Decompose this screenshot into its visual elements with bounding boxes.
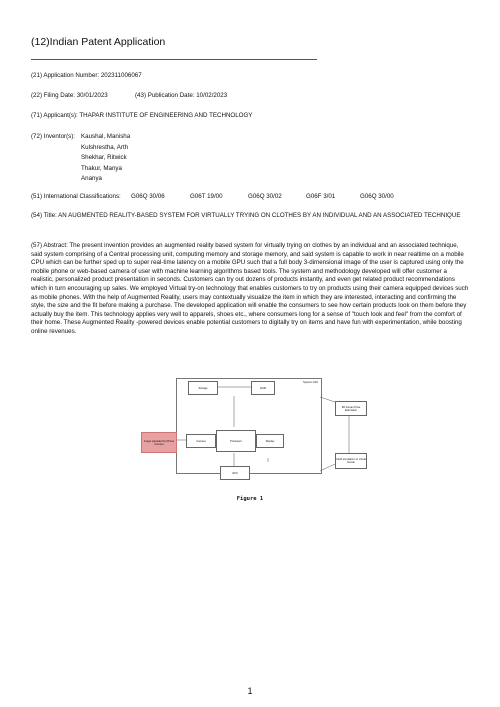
inventor-name: Kulshrestha, Arth xyxy=(81,143,129,151)
classification-code: G06F 3/01 xyxy=(306,193,336,200)
camera-block: Camera xyxy=(186,434,216,448)
classification-code: G06Q 30/02 xyxy=(248,193,282,200)
classification-code: G06Q 30/00 xyxy=(360,193,394,200)
pose-estimation-block: 3D human Pose Estimation xyxy=(335,401,367,416)
display-block: Display xyxy=(256,434,284,448)
gpu-block: GPU xyxy=(220,466,250,480)
processor-block: Processor xyxy=(216,430,256,452)
inventor-name: Thakur, Manya xyxy=(81,164,122,172)
cloth-simulation-block: Cloth simulation on virtual human xyxy=(335,453,367,469)
inventor-name: Kaushal, Manisha xyxy=(81,133,131,140)
image-input-block: Image uploaded by Phone Camera xyxy=(141,432,177,453)
inventor-name: Ananya xyxy=(81,175,102,182)
inventor-list xyxy=(81,132,130,185)
patent-title: (54) Title: AN AUGMENTED REALITY-BASED SYSTEM FOR VIRTUALLY TRYING ON CLOTHES BY AN INDIVIDUAL AND AN ASSOCIATED TECHNIQUE xyxy=(31,212,461,219)
filing-date: (22) Filing Date: 30/01/2023 xyxy=(31,92,108,99)
inventor-name: Shekhar, Ritwick xyxy=(81,154,127,161)
classification-code: G06Q 30/06 xyxy=(131,193,165,200)
application-number: (21) Application Number: 202311006067 xyxy=(31,72,142,79)
figure-caption: Figure 1 xyxy=(236,496,264,502)
system-boundary xyxy=(176,378,322,474)
document-header: (12)Indian Patent Application xyxy=(31,36,166,48)
patent-abstract: (57) Abstract: The present invention provides an augmented reality based system for virtually trying on clothes by an individual and an associated technique, said system comprising of a Central processing unit, computing memory and storage memory, and said system is capable to work in near realtime on a mobile CPU which can be further sped up to super real-time latency on a mobile GPU such that a full body 3-dimensional image of the user is captured using only the mobile phone or web-based camera of user with machine learning algorithms based tools. The system and methodology developed will offer customer a realistic, personalized product presentation in seconds. Customers can try out dozens of products instantly, and even get related product recommendations which in turn encouraging up sales. We employed Virtual try-on technology that enables customers to try on products using their camera equipped devices such as mobile phones. With the help of Augmented Reality, users may contextually visualize the item in which they are interested, interacting and confirming the style, the size and the fit before making a purchase. The developed application will enable the consumers to see how certain products look on them before they actually buy the item. This technology applies very well to apparels, shoes etc., where consumers long for a sense of "touch look and feel" from the comfort of their home. These Augmented Reality -powered devices enable potential customers to digitally try on items and have fun with experimentation, while boosting online revenues. xyxy=(31,242,469,335)
classification-code: G06T 19/00 xyxy=(190,193,223,200)
ram-block: RAM xyxy=(251,381,275,395)
applicants: (71) Applicant(s): THAPAR INSTITUTE OF ENGINEERING AND TECHNOLOGY xyxy=(31,112,253,119)
classifications-label: (51) International Classifications: xyxy=(31,193,121,200)
page-number: 1 xyxy=(247,686,253,696)
publication-date: (43) Publication Date: 10/02/2023 xyxy=(135,92,228,99)
inventors-label: (72) Inventor(s): xyxy=(31,133,76,140)
storage-block: Storage xyxy=(188,381,218,395)
system-label: System 100 xyxy=(303,380,318,384)
header-divider xyxy=(31,59,317,60)
